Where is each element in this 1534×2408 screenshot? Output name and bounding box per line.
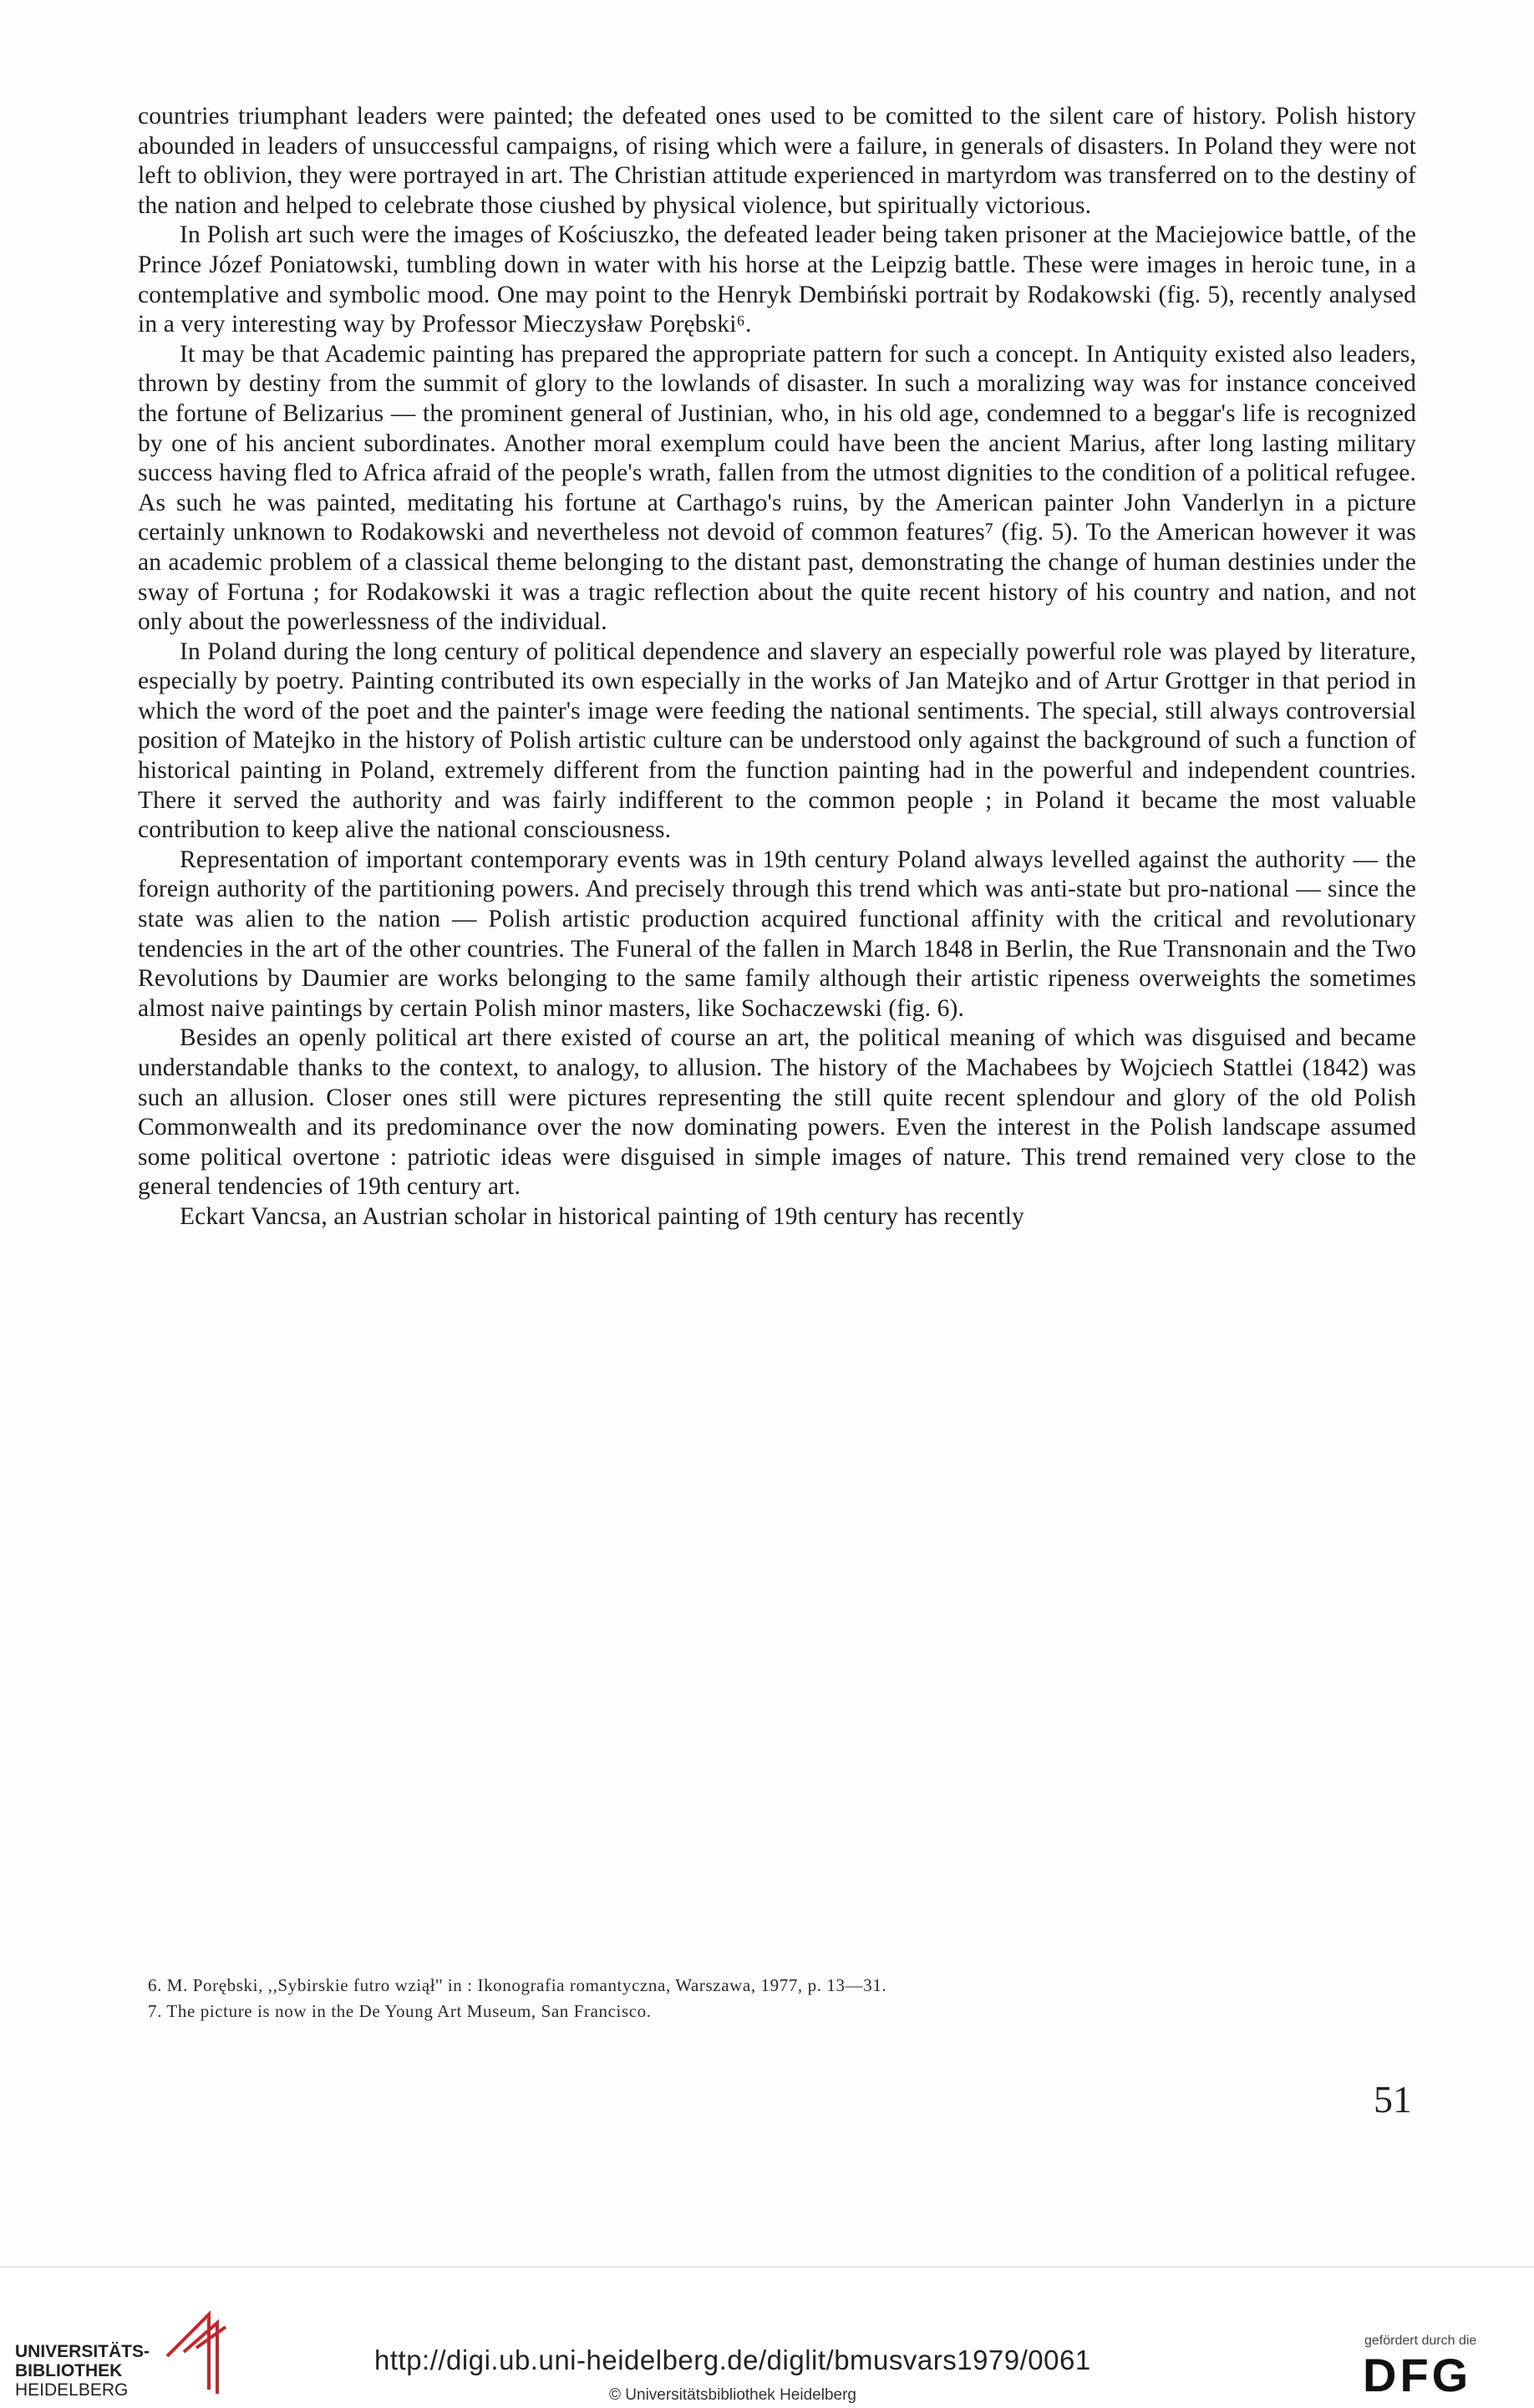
paragraph: Eckart Vancsa, an Austrian scholar in historical painting of 19th century has recently	[180, 1202, 1024, 1230]
article-body	[138, 102, 1416, 1232]
footnotes	[138, 1973, 1416, 2024]
library-logo-icon	[159, 2306, 234, 2398]
page-number: 51	[1374, 2078, 1412, 2121]
paragraph: Besides an openly political art there existed of course an art, the political meaning of which was disguised and became understandable thanks to the context, to analogy, to allusion. The history of the Machabees by Wojciech Stattlei (1842) was such an allusion. Closer ones still were pictures representing the still quite recent splendour and glory of the old Polish Commonwealth and its predominance over the now dominating powers. Even the interest in the Polish landscape assumed some political overtone : patriotic ideas were disguised in simple images of nature. This trend remained very close to the general tendencies of 19th century art.	[138, 1024, 1416, 1201]
footer-divider	[0, 2266, 1534, 2268]
paragraph: Representation of important contemporary events was in 19th century Poland always levelled against the authority — the foreign authority of the partitioning powers. And precisely through this trend which was anti-state but pro-national — since the state was alien to the nation — Polish artistic production acquired functional affinity with the critical and revolutionary tendencies in the art of the other countries. The Funeral of the fallen in March 1848 in Berlin, the Rue Transnonain and the Two Revolutions by Daumier are works belonging to the same family although their artistic ripeness overweights the sometimes almost naive paintings by certain Polish minor masters, like Sochaczewski (fig. 6).	[138, 846, 1416, 1022]
dfg-logo-icon: DFG	[1363, 2349, 1472, 2401]
library-name-line: BIBLIOTHEK	[15, 2361, 123, 2380]
footnote: 7. The picture is now in the De Young Art Museum, San Francisco.	[148, 2001, 652, 2021]
copyright-notice: © Universitätsbibliothek Heidelberg	[609, 2386, 856, 2404]
funding-note: gefördert durch die	[1364, 2334, 1477, 2348]
source-url-link[interactable]: http://digi.ub.uni-heidelberg.de/diglit/bmusvars1979/0061	[374, 2344, 1091, 2375]
library-name	[15, 2342, 150, 2400]
library-name-line: HEIDELBERG	[15, 2380, 129, 2400]
footnote: 6. M. Porębski, ,,Sybirskie futro wziął'' in : Ikonografia romantyczna, Warszawa, 1977, p. 13—31.	[148, 1975, 887, 1995]
paragraph: countries triumphant leaders were painted; the defeated ones used to be comitted to the silent care of history. Polish history abounded in leaders of unsuccessful campaigns, of rising which were a failure, in generals of disasters. In Poland they were not left to oblivion, they were portrayed in art. The Christian attitude experienced in martyrdom was transferred on to the destiny of the nation and helped to celebrate those ciushed by physical violence, but spiritually victorious.	[138, 103, 1416, 219]
library-name-line: UNIVERSITÄTS-	[15, 2342, 150, 2361]
paragraph: It may be that Academic painting has prepared the appropriate pattern for such a concept. In Antiquity existed also leaders, thrown by destiny from the summit of glory to the lowlands of disaster. In such a moralizing way was for instance conceived the fortune of Belizarius — the prominent general of Justinian, who, in his old age, condemned to a beggar's life is recognized by one of his ancient subordinates. Another moral exemplum could have been the ancient Marius, after long lasting military success having fled to Africa afraid of the people's wrath, fallen from the utmost dignities to the condition of a political refugee. As such he was painted, meditating his fortune at Carthago's ruins, by the American painter John Vanderlyn in a picture certainly unknown to Rodakowski and nevertheless not devoid of common features⁷ (fig. 5). To the American however it was an academic problem of a classical theme belonging to the distant past, demonstrating the change of human destinies under the sway of Fortuna ; for Rodakowski it was a tragic reflection about the quite recent history of his country and nation, and not only about the powerlessness of the individual.	[138, 340, 1416, 636]
paragraph: In Polish art such were the images of Kościuszko, the defeated leader being taken prisoner at the Maciejowice battle, of the Prince Józef Poniatowski, tumbling down in water with his horse at the Leipzig battle. These were images in heroic tune, in a contemplative and symbolic mood. One may point to the Henryk Dembiński portrait by Rodakowski (fig. 5), recently analysed in a very interesting way by Professor Mieczysław Porębski⁶.	[138, 221, 1416, 338]
paragraph: In Poland during the long century of political dependence and slavery an especially powerful role was played by literature, especially by poetry. Painting contributed its own especially in the works of Jan Matejko and of Artur Grottger in that period in which the word of the poet and the painter's image were feeding the national sentiments. The special, still always controversial position of Matejko in the history of Polish artistic culture can be understood only against the background of such a function of historical painting in Poland, extremely different from the function painting had in the powerful and independent countries. There it served the authority and was fairly indifferent to the common people ; in Poland it became the most valuable contribution to keep alive the national consciousness.	[138, 638, 1416, 844]
